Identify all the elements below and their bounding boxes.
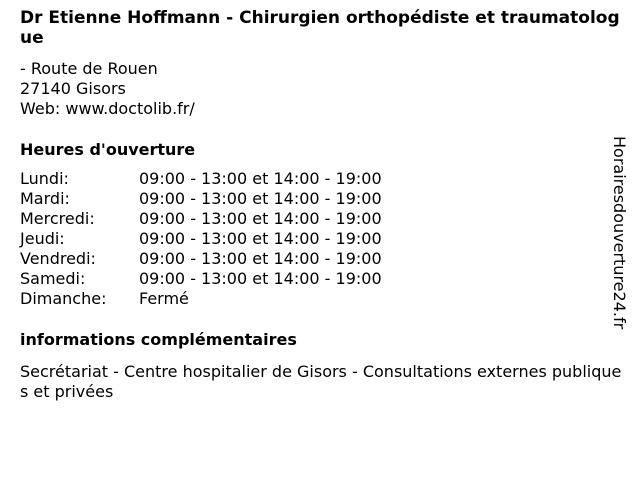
day-label: Vendredi: <box>20 249 96 268</box>
page-title: Dr Etienne Hoffmann - Chirurgien orthopédiste et traumatologue <box>20 8 620 48</box>
additional-info-text: Secrétariat - Centre hospitalier de Gisors - Consultations externes publiques et privées <box>20 362 622 401</box>
time-value: 09:00 - 13:00 et 14:00 - 19:00 <box>139 189 382 208</box>
time-value: 09:00 - 13:00 et 14:00 - 19:00 <box>139 269 382 288</box>
hours-row-thursday <box>20 229 624 249</box>
address-block <box>20 59 624 119</box>
opening-hours-heading: Heures d'ouverture <box>20 140 196 159</box>
listing-card <box>20 8 624 402</box>
address-street: - Route de Rouen <box>20 59 158 78</box>
day-label: Jeudi: <box>20 229 65 248</box>
address-city: 27140 Gisors <box>20 79 126 98</box>
hours-row-wednesday <box>20 209 624 229</box>
opening-hours-table <box>20 169 624 309</box>
time-value: 09:00 - 13:00 et 14:00 - 19:00 <box>139 209 382 228</box>
day-label: Samedi: <box>20 269 86 288</box>
hours-row-tuesday <box>20 189 624 209</box>
website-link[interactable]: Web: www.doctolib.fr/ <box>20 99 195 118</box>
day-label: Mercredi: <box>20 209 95 228</box>
watermark-text: Horairesdouverture24.fr <box>610 136 629 330</box>
hours-row-friday <box>20 249 624 269</box>
day-label: Dimanche: <box>20 289 107 308</box>
hours-row-sunday <box>20 289 624 309</box>
time-value: 09:00 - 13:00 et 14:00 - 19:00 <box>139 249 382 268</box>
day-label: Lundi: <box>20 169 69 188</box>
time-value: 09:00 - 13:00 et 14:00 - 19:00 <box>139 229 382 248</box>
hours-row-monday <box>20 169 624 189</box>
hours-row-saturday <box>20 269 624 289</box>
time-value: Fermé <box>139 289 189 308</box>
additional-info-heading: informations complémentaires <box>20 330 297 349</box>
time-value: 09:00 - 13:00 et 14:00 - 19:00 <box>139 169 382 188</box>
site-watermark <box>610 136 630 346</box>
day-label: Mardi: <box>20 189 70 208</box>
